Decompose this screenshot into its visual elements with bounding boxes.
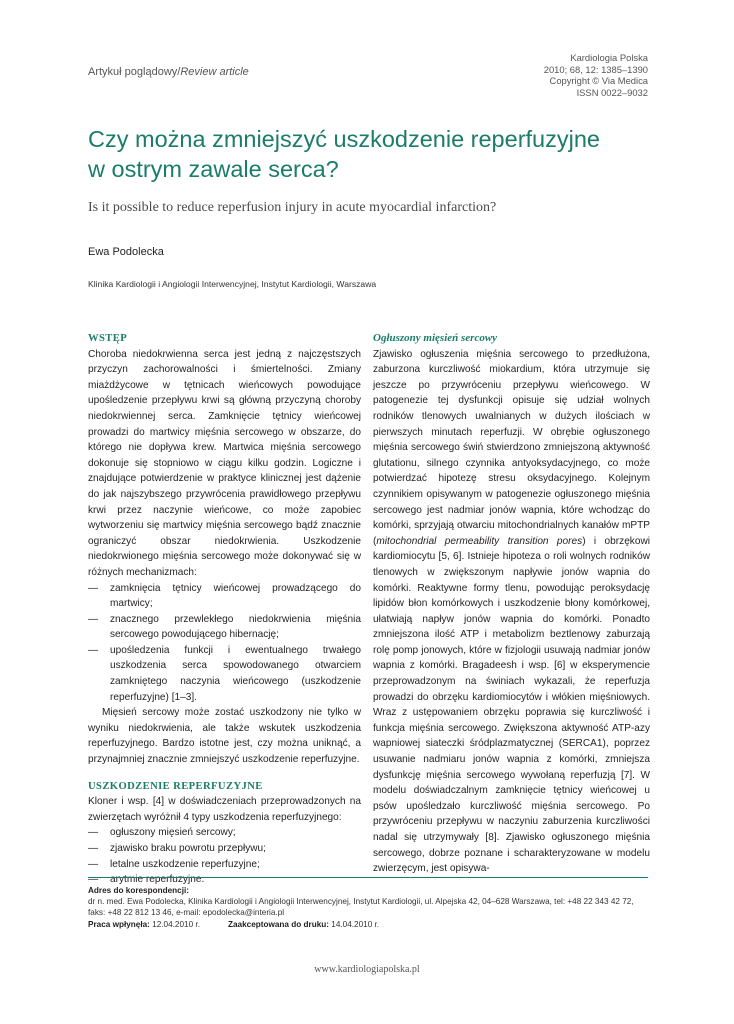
- footer-url[interactable]: www.kardiologiapolska.pl: [314, 964, 420, 975]
- paragraph-part-1: Zjawisko ogłuszenia mięśnia sercowego to przedłużona, zaburzona kurczliwość miokardium, która utrzymuje się jeszcze po przywróceniu przepływu wieńcowego. W patogenezie tej dysfunkcji opisuje się udział wolnych rodników tlenowych uwalnianych w dużych ilościach w pierwszych minutach reperfuzji. W obrębie ogłuszonego mięśnia sercowego świń stwierdzono zmniejszoną aktywność glutationu, silnego czynnika antyoksydacyjnego, co może potwierdzać hipotezę stresu oksydacyjnego. Kolejnym czynnikiem opisywanym w patogenezie ogłuszonego mięśnia sercowego jest nadmiar jonów wapnia, które wchodząc do komórki, sprzyjają otwarciu mitochondrialnych kanałów mPTP (: [373, 348, 650, 547]
- list-dash: —: [88, 613, 99, 625]
- list-dash: —: [88, 644, 99, 656]
- article-title: [88, 124, 668, 184]
- list-item-text: ogłuszony mięsień sercowy;: [110, 827, 236, 839]
- paragraph-stunned-myocardium: [373, 347, 650, 877]
- list-item-text: arytmie reperfuzyjne.: [110, 874, 205, 886]
- right-column: [373, 331, 650, 877]
- received-label: Praca wpłynęła:: [88, 919, 150, 929]
- article-title-english: Is it possible to reduce reperfusion injury in acute myocardial infarction?: [88, 200, 497, 215]
- correspondence-title: Adres do korespondencji:: [88, 886, 189, 895]
- heading-reperfusion-injury: USZKODZENIE REPERFUZYJNE: [88, 780, 263, 792]
- list-item: [88, 825, 361, 841]
- list-dash: —: [88, 858, 99, 870]
- article-dates: [88, 919, 648, 930]
- footnote-divider: [88, 877, 648, 878]
- article-title-line-1: Czy można zmniejszyć uszkodzenie reperfuzyjne: [88, 126, 600, 152]
- list-dash: —: [88, 827, 99, 839]
- mechanisms-list: [88, 581, 361, 706]
- list-item: [88, 857, 361, 873]
- list-item: [88, 581, 361, 612]
- journal-name: Kardiologia Polska: [570, 52, 648, 63]
- correspondence-contact: faks: +48 22 812 13 46, e-mail: epodolecka@interia.pl: [88, 908, 285, 918]
- paragraph-part-italic: mitochondrial permeability transition pores: [376, 535, 583, 547]
- correspondence-block: [88, 885, 648, 930]
- journal-issn: ISSN 0022–9032: [576, 86, 648, 98]
- paragraph-reperfusion-importance: Mięsień sercowy może zostać uszkodzony nie tylko w wyniku niedokrwienia, ale także wskutek uszkodzenia reperfuzyjnego. Bardzo istotne jest, czy można uniknąć, a przynajmniej znacznie zmniejszyć uszkodzenie reperfuzyjne.: [88, 707, 361, 766]
- injury-types-list: [88, 825, 361, 887]
- list-item-text: znacznego przewlekłego niedokrwienia mięśnia sercowego powodującego hibernację;: [110, 613, 361, 641]
- list-item-text: zamknięcia tętnicy wieńcowej prowadzącego do martwicy;: [110, 582, 361, 610]
- subheading-stunned-myocardium: Ogłuszony mięsień sercowy: [373, 332, 498, 344]
- list-item-text: upośledzenia funkcji i ewentualnego trwałego uszkodzenia serca spowodowanego otwarciem zamkniętego naczynia wieńcowego (uszkodzenie reperfuzyjne) [1–3].: [110, 644, 361, 703]
- section-label: [88, 66, 249, 78]
- section-label-en: Review article: [180, 66, 249, 78]
- paragraph-kloner: Kloner i wsp. [4] w doświadczeniach przeprowadzonych na zwierzętach wyróżnił 4 typy uszkodzenia reperfuzyjnego:: [88, 796, 361, 823]
- list-item: [88, 612, 361, 643]
- list-item: [88, 841, 361, 857]
- journal-info: [544, 52, 648, 98]
- accepted-date: 14.04.2010 r.: [331, 919, 380, 929]
- list-dash: —: [88, 874, 99, 886]
- author-name: Ewa Podolecka: [88, 246, 164, 258]
- article-title-line-2: w ostrym zawale serca?: [88, 156, 339, 182]
- section-label-pl: Artykuł poglądowy/: [88, 66, 181, 78]
- heading-introduction: WSTĘP: [88, 333, 128, 344]
- list-dash: —: [88, 582, 99, 594]
- paragraph-part-2: ) i obrzękowi kardiomiocytu [5, 6]. Istnieje hipoteza o roli wolnych rodników tlenowych w zwiększonym napływie jonów wapnia do komórki. Reaktywne formy tlenu, powodując peroksydację lipidów błon komórkowych i uszkodzenie błony komórkowej, ułatwiają napływ jonów wapnia do komórki. Ponadto zmniejszona ilość ATP i metabolizm beztlenowy zaburzają rolę pomp jonowych, które w fizjologii usuwają nadmiar jonów wapnia z komórki. Bragadeesh i wsp. [6] w eksperymencie przeprowadzonym na świniach wykazali, że reperfuzja prowadzi do obrzęku kardiomiocytów i włókien mięśniowych. Wraz z ustępowaniem obrzęku poprawia się kurczliwość i funkcja mięśnia sercowego. Zwiększona aktywność ATP-azy wapniowej siateczki śródplazmatycznej (SERCA1), poprzez usuwanie nadmiaru jonów wapnia z komórki, zmniejsza dysfunkcję mięśnia sercowego wywołaną reperfuzją [7]. W modelu doświadczalnym zamknięcie tętnicy wieńcowej u psów upośledzało kurczliwość mięśnia sercowego. Po przywróceniu przepływu w naczyniu zaburzenia kurczliwości nadal się utrzymywały [8]. Zjawisko ogłuszonego mięśnia sercowego, dobrze poznane i scharakteryzowane w modelu zwierzęcym, jest opisywa-: [373, 535, 650, 875]
- paragraph-intro: Choroba niedokrwienna serca jest jedną z najczęstszych przyczyn zachorowalności i śmiertelności. Zmiany miażdżycowe w tętnicach wieńcowych powodujące upośledzenie przepływu krwi są główną przyczyną choroby niedokrwiennej serca. Zamknięcie tętnicy wieńcowej prowadzi do martwicy mięśnia sercowego w obszarze, do którego nie dopływa krew. Martwica mięśnia sercowego dokonuje się stopniowo w ciągu kilku godzin. Logiczne i znajdujące potwierdzenie w praktyce klinicznej jest dążenie do jak najszybszego przywrócenia prawidłowego przepływu krwi przez naczynie wieńcowe, co może zapobiec wytworzeniu się martwicy mięśnia sercowego bądź znacznie ograniczyć obszar niedokrwienia. Uszkodzenie niedokrwionego mięśnia sercowego może dokonywać się w różnych mechanizmach:: [88, 348, 361, 578]
- list-item-text: letalne uszkodzenie reperfuzyjne;: [110, 858, 260, 870]
- received-date: 12.04.2010 r.: [152, 919, 200, 929]
- list-item-text: zjawisko braku powrotu przepływu;: [110, 843, 266, 854]
- left-column: [88, 331, 361, 888]
- journal-copyright: Copyright © Via Medica: [549, 75, 648, 87]
- author-affiliation: Klinika Kardiologii i Angiologii Interwencyjnej, Instytut Kardiologii, Warszawa: [88, 279, 377, 289]
- journal-volume: 2010; 68, 12: 1385–1390: [543, 63, 648, 75]
- accepted-label: Zaakceptowana do druku:: [227, 919, 329, 929]
- list-item: [88, 643, 361, 705]
- correspondence-address: dr n. med. Ewa Podolecka, Klinika Kardiologii i Angiologii Interwencyjnej, Instytut Kardiologii, ul. Alpejska 42, 04–628 Warszawa, tel: +48 22 343 42 72,: [88, 897, 634, 907]
- list-dash: —: [88, 843, 99, 854]
